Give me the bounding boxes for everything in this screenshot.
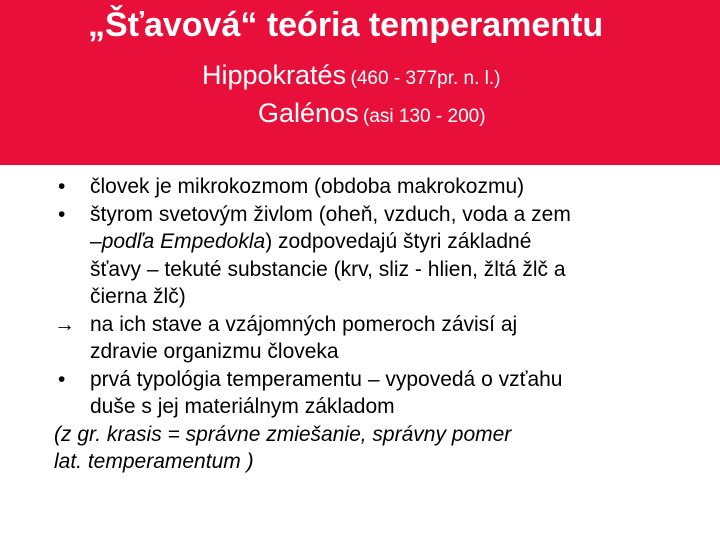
galenos-dates: (asi 130 - 200) [363, 106, 486, 127]
etymology-note: (z gr. krasis = správne zmiešanie, správny pomer [54, 422, 512, 446]
continuation-text: ) zodpovedajú štyri základné [265, 230, 532, 253]
bullet-icon: • [58, 175, 66, 198]
bullet-continuation [54, 228, 694, 256]
bullet-icon: • [58, 367, 66, 391]
title-banner [0, 0, 720, 165]
bullet-item-typology [54, 366, 694, 394]
hippokrates-dates: (460 - 377pr. n. l.) [350, 68, 501, 89]
galenos-name: Galénos [258, 98, 359, 128]
arrow-text: na ich stave a vzájomných pomeroch závisí aj [90, 312, 518, 336]
hippokrates-name: Hippokratés [202, 60, 347, 90]
bullet-item-elements [54, 201, 694, 229]
slide-body [54, 173, 694, 476]
bullet-continuation: čierna žlč) [90, 285, 186, 308]
bullet-text: človek je mikrokozmom (obdoba makrokozmu) [90, 175, 525, 198]
arrow-right-icon: → [54, 312, 75, 336]
empedokles-reference: podľa Empedokla [101, 230, 266, 253]
arrow-continuation: zdravie organizmu človeka [90, 340, 339, 363]
dash-text: – [90, 230, 102, 253]
bullet-continuation: šťavy – tekuté substancie (krv, sliz - hlien, žltá žlč a [90, 257, 566, 281]
subtitle-hippokrates [202, 60, 501, 91]
bullet-icon: • [58, 202, 66, 226]
bullet-continuation: duše s jej materiálnym základom [90, 395, 395, 418]
slide-title: „Šťavová“ teória temperamentu [88, 6, 604, 44]
bullet-text: štyrom svetovým živlom (oheň, vzduch, voda a zem [90, 202, 571, 226]
subtitle-galenos [258, 98, 486, 129]
bullet-item-microcosm [54, 173, 694, 201]
arrow-item-health [54, 311, 694, 339]
bullet-text: prvá typológia temperamentu – vypovedá o vzťahu [90, 367, 563, 391]
etymology-note: lat. temperamentum ) [54, 450, 254, 473]
